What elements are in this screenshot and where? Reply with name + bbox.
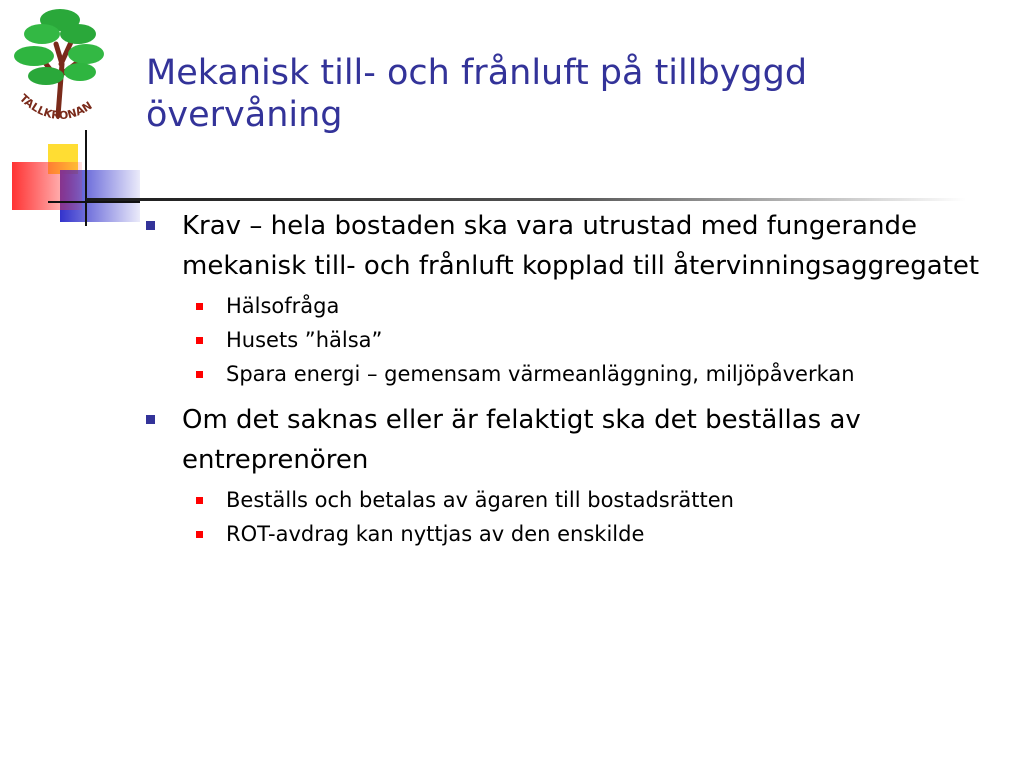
square-bullet-icon bbox=[196, 337, 203, 344]
bullet-text: Om det saknas eller är felaktigt ska det beställas av entreprenören bbox=[182, 405, 861, 475]
bullet-item bbox=[146, 206, 1006, 286]
sub-bullet-item bbox=[196, 520, 1006, 548]
square-bullet-icon bbox=[196, 531, 203, 538]
sub-bullet-item bbox=[196, 360, 1006, 388]
slide-title: Mekanisk till- och frånluft på tillbyggd övervåning bbox=[146, 53, 808, 135]
sub-bullet-text: ROT-avdrag kan nyttjas av den enskilde bbox=[226, 522, 645, 546]
sub-bullet-text: Hälsofråga bbox=[226, 294, 340, 318]
sub-bullet-text: Husets ”hälsa” bbox=[226, 328, 383, 352]
square-bullet-icon bbox=[146, 415, 155, 424]
slide-body bbox=[146, 206, 1006, 560]
bullet-group-1 bbox=[146, 206, 1006, 388]
square-bullet-icon bbox=[196, 497, 203, 504]
decorative-squares bbox=[0, 130, 140, 230]
tallkronan-logo bbox=[6, 4, 114, 130]
square-bullet-icon bbox=[146, 221, 155, 230]
sub-bullet-item bbox=[196, 292, 1006, 320]
square-bullet-icon bbox=[196, 303, 203, 310]
square-bullet-icon bbox=[196, 371, 203, 378]
sub-bullet-item bbox=[196, 326, 1006, 354]
sub-bullet-item bbox=[196, 486, 1006, 514]
bullet-item bbox=[146, 400, 1006, 480]
sub-bullet-text: Spara energi – gemensam värmeanläggning, miljöpåverkan bbox=[226, 362, 855, 386]
title-divider bbox=[86, 198, 966, 201]
bullet-text: Krav – hela bostaden ska vara utrustad med fungerande mekanisk till- och frånluft kopplad till återvinningsaggregatet bbox=[182, 211, 980, 281]
logo-text: TALLKRONAN bbox=[16, 91, 95, 123]
sub-bullet-text: Beställs och betalas av ägaren till bostadsrätten bbox=[226, 488, 734, 512]
bullet-group-2 bbox=[146, 400, 1006, 548]
